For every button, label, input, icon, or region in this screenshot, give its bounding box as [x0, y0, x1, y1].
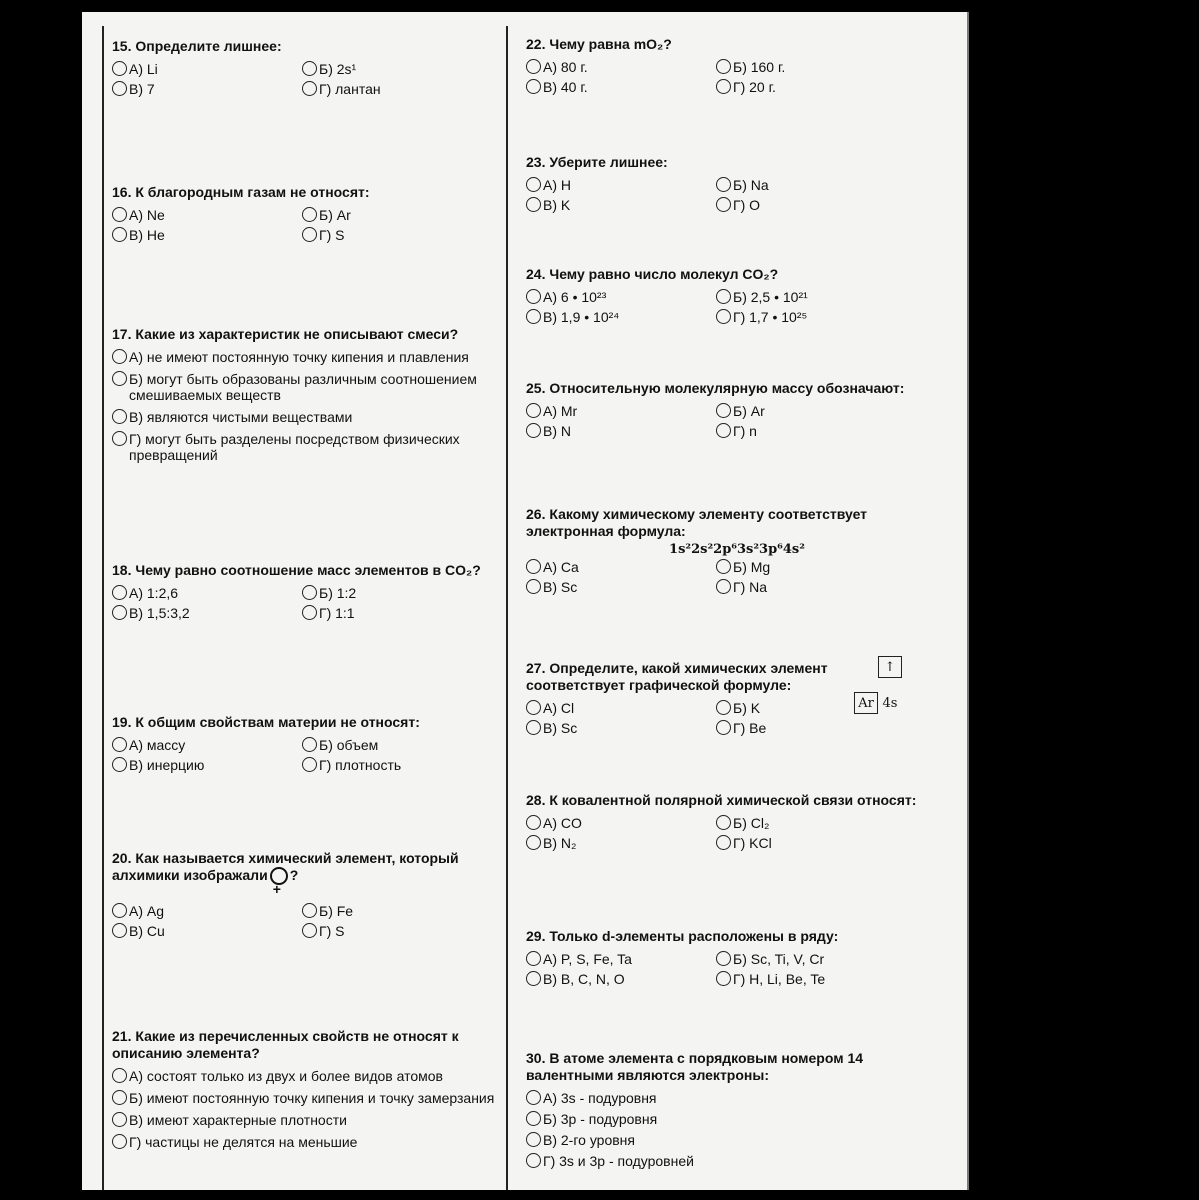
question-title: 29. Только d-элементы расположены в ряду: [526, 928, 839, 944]
answer-option[interactable]: Б) имеют постоянную точку кипения и точку замерзания [112, 1090, 509, 1106]
question-title: 23. Уберите лишнее: [526, 154, 668, 170]
radio-circle-icon[interactable] [716, 59, 731, 74]
radio-circle-icon[interactable] [716, 309, 731, 324]
question-15 [112, 38, 509, 97]
radio-circle-icon[interactable] [526, 971, 541, 986]
question-21 [112, 1028, 509, 1150]
question-title: 18. Чему равно соотношение масс элементов в CO₂? [112, 562, 481, 578]
answer-option[interactable]: А) P, S, Fe, Ta [526, 951, 716, 967]
radio-circle-icon[interactable] [716, 815, 731, 830]
radio-circle-icon[interactable] [526, 403, 541, 418]
answer-option[interactable]: Г) n [716, 423, 906, 439]
question-29 [526, 928, 948, 987]
radio-circle-icon[interactable] [112, 1134, 127, 1149]
radio-circle-icon[interactable] [526, 1132, 541, 1147]
radio-circle-icon[interactable] [526, 579, 541, 594]
radio-circle-icon[interactable] [112, 81, 127, 96]
answer-option[interactable]: Б) Mg [716, 559, 906, 575]
answer-option[interactable]: Б) Sc, Ti, V, Cr [716, 951, 906, 967]
answer-option[interactable]: А) Ne [112, 207, 302, 223]
radio-circle-icon[interactable] [112, 371, 127, 386]
question-18 [112, 562, 509, 621]
radio-circle-icon[interactable] [112, 605, 127, 620]
radio-circle-icon[interactable] [112, 431, 127, 446]
answer-option[interactable]: Б) 3p - подуровня [526, 1111, 948, 1127]
answer-option[interactable]: Б) 2,5 • 10²¹ [716, 289, 906, 305]
radio-circle-icon[interactable] [526, 59, 541, 74]
radio-circle-icon[interactable] [302, 605, 317, 620]
answer-option[interactable]: Г) O [716, 197, 906, 213]
answer-option[interactable]: Г) 1:1 [302, 605, 492, 621]
sublevel-label: 4s [882, 695, 898, 711]
left-column [100, 12, 515, 1190]
answer-option[interactable]: Г) H, Li, Be, Te [716, 971, 906, 987]
question-title: 21. Какие из перечисленных свойств не относят к описанию элемента? [112, 1028, 459, 1061]
radio-circle-icon[interactable] [112, 349, 127, 364]
radio-circle-icon[interactable] [526, 309, 541, 324]
radio-circle-icon[interactable] [112, 207, 127, 222]
radio-circle-icon[interactable] [716, 559, 731, 574]
question-title: 16. К благородным газам не относят: [112, 184, 370, 200]
answer-option[interactable]: А) Cl [526, 700, 716, 716]
answer-option[interactable]: В) Sc [526, 579, 716, 595]
answer-option[interactable]: Г) KCl [716, 835, 906, 851]
answer-option[interactable]: Г) Na [716, 579, 906, 595]
radio-circle-icon[interactable] [716, 835, 731, 850]
answer-option[interactable]: Г) плотность [302, 757, 492, 773]
radio-circle-icon[interactable] [302, 207, 317, 222]
answer-option[interactable]: В) имеют характерные плотности [112, 1112, 509, 1128]
radio-circle-icon[interactable] [526, 197, 541, 212]
question-title: 22. Чему равна mO₂? [526, 36, 672, 52]
answer-option[interactable]: Б) Fe [302, 903, 492, 919]
answer-option[interactable]: А) Mr [526, 403, 716, 419]
orbital-cell: ↑ [878, 656, 902, 678]
answer-option[interactable]: Б) объем [302, 737, 492, 753]
radio-circle-icon[interactable] [112, 757, 127, 772]
radio-circle-icon[interactable] [526, 835, 541, 850]
radio-circle-icon[interactable] [302, 923, 317, 938]
right-column [514, 12, 954, 1190]
question-title: 17. Какие из характеристик не описывают смеси? [112, 326, 459, 342]
answer-option[interactable]: В) 40 г. [526, 79, 716, 95]
answer-option[interactable]: А) H [526, 177, 716, 193]
radio-circle-icon[interactable] [526, 177, 541, 192]
answer-option[interactable]: А) Ag [112, 903, 302, 919]
question-19 [112, 714, 509, 773]
answer-option[interactable]: В) являются чистыми веществами [112, 409, 509, 425]
radio-circle-icon[interactable] [112, 227, 127, 242]
radio-circle-icon[interactable] [112, 903, 127, 918]
question-30 [526, 1050, 948, 1169]
radio-circle-icon[interactable] [716, 971, 731, 986]
answer-option[interactable]: Г) 20 г. [716, 79, 906, 95]
venus-symbol-icon [270, 867, 288, 885]
answer-option[interactable]: В) B, C, N, O [526, 971, 716, 987]
core-label: Ar [854, 692, 878, 714]
question-24 [526, 266, 948, 325]
radio-circle-icon[interactable] [112, 1068, 127, 1083]
radio-circle-icon[interactable] [716, 951, 731, 966]
question-title: 30. В атоме элемента с порядковым номером 14 валентными являются электроны: [526, 1050, 864, 1083]
answer-option[interactable]: Г) 1,7 • 10²⁵ [716, 309, 906, 325]
question-23 [526, 154, 948, 213]
answer-option[interactable]: В) Cu [112, 923, 302, 939]
answer-option[interactable]: Б) Ar [302, 207, 492, 223]
answer-option[interactable]: Б) 160 г. [716, 59, 906, 75]
radio-circle-icon[interactable] [112, 923, 127, 938]
answer-option[interactable]: Г) Be [716, 720, 906, 736]
radio-circle-icon[interactable] [302, 737, 317, 752]
radio-circle-icon[interactable] [526, 289, 541, 304]
radio-circle-icon[interactable] [716, 197, 731, 212]
radio-circle-icon[interactable] [526, 1090, 541, 1105]
radio-circle-icon[interactable] [716, 720, 731, 735]
answer-option[interactable]: В) He [112, 227, 302, 243]
radio-circle-icon[interactable] [716, 423, 731, 438]
radio-circle-icon[interactable] [526, 423, 541, 438]
question-26 [526, 506, 948, 595]
answer-option[interactable]: В) 7 [112, 81, 302, 97]
answer-option[interactable]: В) N [526, 423, 716, 439]
radio-circle-icon[interactable] [526, 700, 541, 715]
radio-circle-icon[interactable] [526, 79, 541, 94]
radio-circle-icon[interactable] [526, 951, 541, 966]
radio-circle-icon[interactable] [716, 79, 731, 94]
question-22 [526, 36, 948, 95]
radio-circle-icon[interactable] [716, 177, 731, 192]
radio-circle-icon[interactable] [716, 579, 731, 594]
radio-circle-icon[interactable] [302, 903, 317, 918]
answer-option[interactable]: А) Ca [526, 559, 716, 575]
answer-option[interactable]: Г) S [302, 227, 492, 243]
answer-option[interactable]: А) массу [112, 737, 302, 753]
radio-circle-icon[interactable] [302, 757, 317, 772]
worksheet-page [82, 12, 969, 1190]
question-title: 27. Определите, какой химических элемент соответствует графической формуле: [526, 660, 828, 693]
answer-option[interactable]: А) 80 г. [526, 59, 716, 75]
radio-circle-icon[interactable] [112, 1112, 127, 1127]
question-17 [112, 326, 509, 463]
radio-circle-icon[interactable] [302, 81, 317, 96]
answer-option[interactable]: Г) S [302, 923, 492, 939]
answer-option[interactable]: В) K [526, 197, 716, 213]
answer-option[interactable]: Г) лантан [302, 81, 492, 97]
radio-circle-icon[interactable] [302, 61, 317, 76]
answer-option[interactable]: Г) частицы не делятся на меньшие [112, 1134, 509, 1150]
answer-option[interactable]: А) 3s - подуровня [526, 1090, 948, 1106]
radio-circle-icon[interactable] [526, 815, 541, 830]
answer-option[interactable]: В) 1,9 • 10²⁴ [526, 309, 716, 325]
radio-circle-icon[interactable] [526, 559, 541, 574]
answer-option[interactable]: А) состоят только из двух и более видов атомов [112, 1068, 509, 1084]
radio-circle-icon[interactable] [112, 409, 127, 424]
answer-option[interactable]: Б) Ar [716, 403, 906, 419]
question-27 [526, 660, 948, 736]
answer-option[interactable]: А) CO [526, 815, 716, 831]
answer-option[interactable]: Б) могут быть образованы различным соотношением смешиваемых веществ [112, 371, 509, 403]
answer-option[interactable]: В) 2-го уровня [526, 1132, 948, 1148]
radio-circle-icon[interactable] [716, 403, 731, 418]
question-25 [526, 380, 948, 439]
radio-circle-icon[interactable] [112, 61, 127, 76]
answer-option[interactable]: Б) 1:2 [302, 585, 492, 601]
question-title: 15. Определите лишнее: [112, 38, 282, 54]
radio-circle-icon[interactable] [302, 227, 317, 242]
radio-circle-icon[interactable] [716, 289, 731, 304]
answer-option[interactable]: Г) могут быть разделены посредством физических превращений [112, 431, 509, 463]
radio-circle-icon[interactable] [526, 1111, 541, 1126]
answer-option[interactable]: А) 6 • 10²³ [526, 289, 716, 305]
answer-option[interactable]: Г) 3s и 3p - подуровней [526, 1153, 948, 1169]
answer-option[interactable]: В) Sc [526, 720, 716, 736]
question-16 [112, 184, 509, 243]
answer-option[interactable]: А) Li [112, 61, 302, 77]
answer-option[interactable]: Б) Cl₂ [716, 815, 906, 831]
answer-option[interactable]: Б) Na [716, 177, 906, 193]
question-28 [526, 792, 948, 851]
electron-formula: 1s²2s²2p⁶3s²3p⁶4s² [669, 542, 805, 557]
radio-circle-icon[interactable] [302, 585, 317, 600]
question-title: 20. Как называется химический элемент, который алхимики изображали+ ? [112, 850, 509, 885]
answer-option[interactable]: В) N₂ [526, 835, 716, 851]
question-title: 26. Какому химическому элементу соответствует электронная формула: [526, 506, 868, 539]
answer-option[interactable]: Б) K [716, 700, 906, 716]
radio-circle-icon[interactable] [716, 700, 731, 715]
radio-circle-icon[interactable] [112, 1090, 127, 1105]
answer-option[interactable]: В) инерцию [112, 757, 302, 773]
answer-option[interactable]: Б) 2s¹ [302, 61, 492, 77]
answer-option[interactable]: В) 1,5:3,2 [112, 605, 302, 621]
question-title: 28. К ковалентной полярной химической связи относят: [526, 792, 917, 808]
question-20 [112, 850, 509, 939]
question-title: 19. К общим свойствам материи не относят: [112, 714, 420, 730]
question-title: 24. Чему равно число молекул CO₂? [526, 266, 779, 282]
answer-option[interactable]: А) не имеют постоянную точку кипения и плавления [112, 349, 509, 365]
radio-circle-icon[interactable] [112, 737, 127, 752]
answer-option[interactable]: А) 1:2,6 [112, 585, 302, 601]
question-title: 25. Относительную молекулярную массу обозначают: [526, 380, 905, 396]
radio-circle-icon[interactable] [112, 585, 127, 600]
radio-circle-icon[interactable] [526, 1153, 541, 1168]
radio-circle-icon[interactable] [526, 720, 541, 735]
